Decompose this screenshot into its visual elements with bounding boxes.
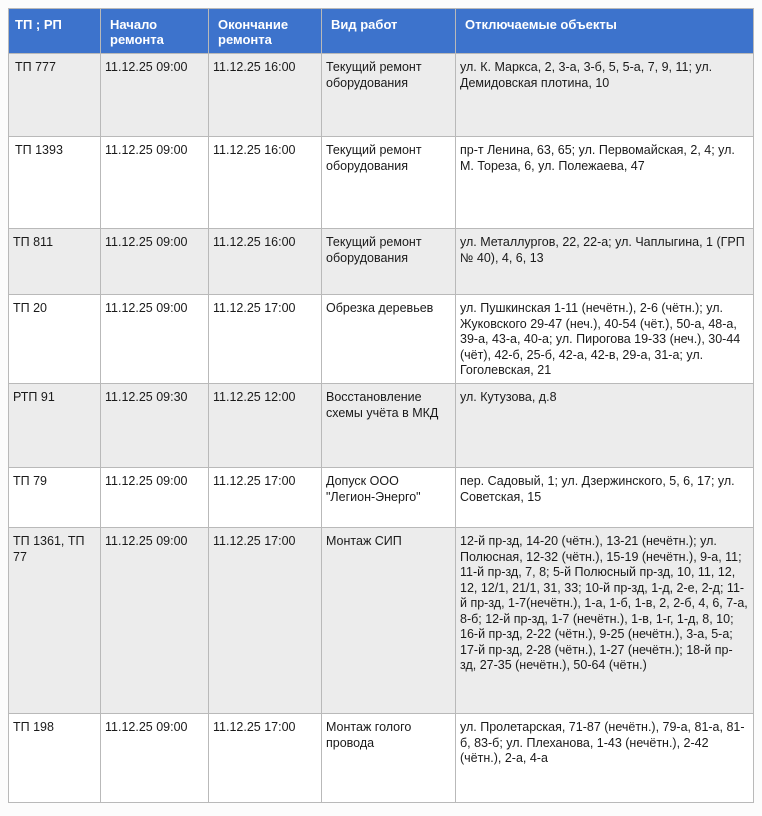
cell-end: 11.12.25 17:00 xyxy=(209,528,322,714)
cell-end: 11.12.25 12:00 xyxy=(209,384,322,468)
header-end: Окончание ремонта xyxy=(209,9,322,54)
header-tp: ТП ; РП xyxy=(9,9,101,54)
cell-objects: пр-т Ленина, 63, 65; ул. Первомайская, 2, 4; ул. М. Тореза, 6, ул. Полежаева, 47 xyxy=(456,137,754,229)
cell-objects: ул. Пролетарская, 71-87 (нечётн.), 79-а, 81-а, 81-б, 83-б; ул. Плеханова, 1-43 (нечётн.), 2-42 (чётн.), 2-а, 4-а xyxy=(456,714,754,803)
cell-start: 11.12.25 09:00 xyxy=(101,137,209,229)
table-row xyxy=(9,229,754,295)
cell-work: Текущий ремонт оборудования xyxy=(322,54,456,137)
table-row xyxy=(9,528,754,714)
header-start: Начало ремонта xyxy=(101,9,209,54)
cell-end: 11.12.25 17:00 xyxy=(209,468,322,528)
header-work: Вид работ xyxy=(322,9,456,54)
cell-start: 11.12.25 09:00 xyxy=(101,229,209,295)
table-row xyxy=(9,384,754,468)
cell-start: 11.12.25 09:00 xyxy=(101,528,209,714)
cell-objects: пер. Садовый, 1; ул. Дзержинского, 5, 6, 17; ул. Советская, 15 xyxy=(456,468,754,528)
cell-objects: ул. Пушкинская 1-11 (нечётн.), 2-6 (чётн.); ул. Жуковского 29-47 (неч.), 40-54 (чёт.), 50-а, 48-а, 39-а, 43-а, 40-а; ул. Пирогова 19-33 (неч.), 30-44 (чёт), 42-б, 25-б, 42-а, 42-в, 29-а, 31-а; ул. Гоголевская, 21 xyxy=(456,295,754,384)
cell-end: 11.12.25 16:00 xyxy=(209,137,322,229)
cell-end: 11.12.25 17:00 xyxy=(209,295,322,384)
cell-objects: 12-й пр-зд, 14-20 (чётн.), 13-21 (нечётн.); ул. Полюсная, 12-32 (чётн.), 15-19 (нечётн.), 9-а, 11; 11-й пр-зд, 7, 8; 5-й Полюсный пр-зд, 10, 11, 12, 12, 12/1, 21/1, 31, 33; 10-й пр-зд, 1-д, 2-е, 2-д; 11-й пр-зд, 1-7(нечётн.), 1-а, 1-б, 1-в, 2, 2-б, 4, 6, 7-а, 8-б; 12-й пр-зд, 1-7 (нечётн.), 1-в, 1-г, 1-д, 8, 10; 16-й пр-зд, 2-22 (чётн.), 9-25 (нечётн.), 3-а, 5-а; 17-й пр-зд, 2-28 (чётн.), 1-27 (нечётн.); 18-й пр-зд, 27-35 (нечётн.), 50-64 (чётн.) xyxy=(456,528,754,714)
table-row xyxy=(9,714,754,803)
cell-start: 11.12.25 09:30 xyxy=(101,384,209,468)
cell-objects: ул. Металлургов, 22, 22-а; ул. Чаплыгина, 1 (ГРП № 40), 4, 6, 13 xyxy=(456,229,754,295)
cell-tp: ТП 1361, ТП 77 xyxy=(9,528,101,714)
cell-tp: ТП 79 xyxy=(9,468,101,528)
cell-work: Монтаж СИП xyxy=(322,528,456,714)
cell-tp: ТП 20 xyxy=(9,295,101,384)
cell-objects: ул. Кутузова, д.8 xyxy=(456,384,754,468)
cell-start: 11.12.25 09:00 xyxy=(101,54,209,137)
table-row xyxy=(9,295,754,384)
cell-tp: РТП 91 xyxy=(9,384,101,468)
cell-start: 11.12.25 09:00 xyxy=(101,714,209,803)
cell-tp: ТП 1393 xyxy=(9,137,101,229)
cell-end: 11.12.25 16:00 xyxy=(209,229,322,295)
cell-start: 11.12.25 09:00 xyxy=(101,468,209,528)
table-row xyxy=(9,54,754,137)
cell-work: Монтаж голого провода xyxy=(322,714,456,803)
cell-end: 11.12.25 16:00 xyxy=(209,54,322,137)
cell-tp: ТП 811 xyxy=(9,229,101,295)
cell-work: Обрезка деревьев xyxy=(322,295,456,384)
cell-work: Текущий ремонт оборудования xyxy=(322,137,456,229)
cell-tp: ТП 777 xyxy=(9,54,101,137)
cell-work: Восстановление схемы учёта в МКД xyxy=(322,384,456,468)
header-objects: Отключаемые объекты xyxy=(456,9,754,54)
table-row xyxy=(9,137,754,229)
cell-work: Допуск ООО "Легион-Энерго" xyxy=(322,468,456,528)
cell-objects: ул. К. Маркса, 2, 3-а, 3-б, 5, 5-а, 7, 9, 11; ул. Демидовская плотина, 10 xyxy=(456,54,754,137)
table-header-row xyxy=(9,9,754,54)
cell-start: 11.12.25 09:00 xyxy=(101,295,209,384)
cell-end: 11.12.25 17:00 xyxy=(209,714,322,803)
cell-work: Текущий ремонт оборудования xyxy=(322,229,456,295)
cell-tp: ТП 198 xyxy=(9,714,101,803)
table-row xyxy=(9,468,754,528)
outage-schedule-table xyxy=(8,8,754,803)
